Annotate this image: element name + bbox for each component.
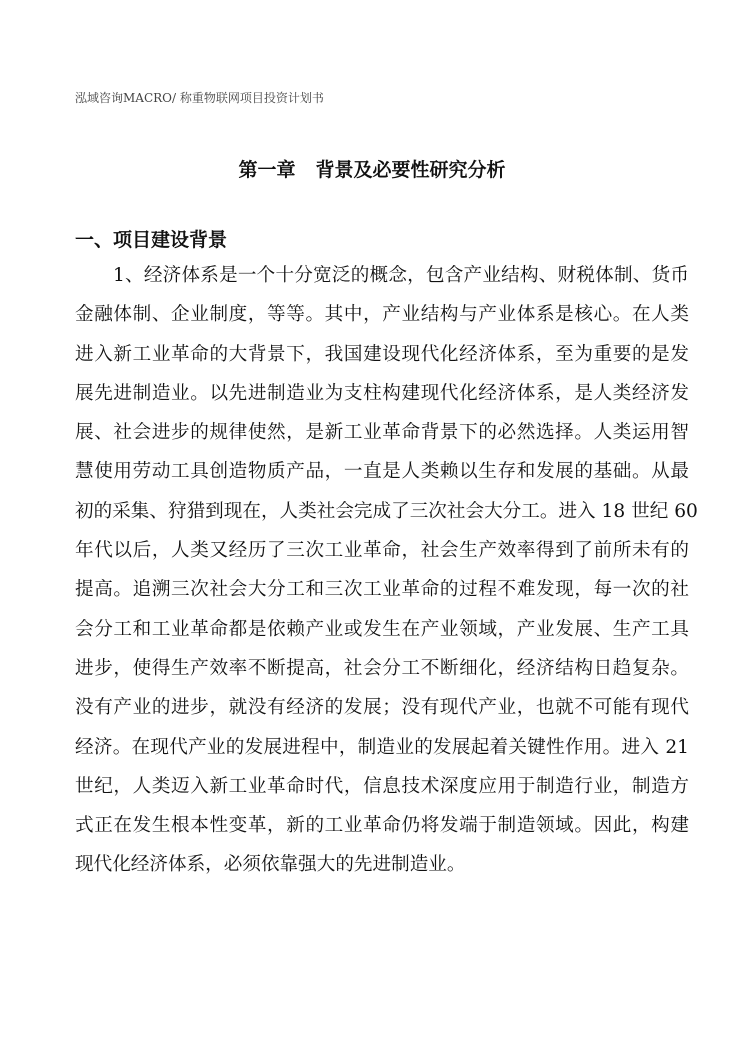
chapter-name: 背景及必要性研究分析 (315, 159, 506, 181)
chapter-title (0, 155, 744, 182)
paragraph-line: 进入新工业革命的大背景下，我国建设现代化经济体系，至为重要的是发 (75, 343, 689, 365)
chapter-number: 第一章 (238, 159, 296, 181)
paragraph-line: 会分工和工业革命都是依赖产业或发生在产业领域，产业发展、生产工具 (75, 618, 689, 640)
paragraph-line: 1、经济体系是一个十分宽泛的概念，包含产业结构、财税体制、货币 (113, 265, 689, 286)
paragraph-line: 世纪，人类迈入新工业革命时代，信息技术深度应用于制造行业，制造方 (75, 775, 689, 797)
paragraph-line: 经济。在现代产业的发展进程中，制造业的发展起着关键性作用。进入 21 (75, 736, 689, 758)
paragraph-line: 没有产业的进步，就没有经济的发展；没有现代产业，也就不可能有现代 (75, 697, 689, 719)
paragraph-line: 展先进制造业。以先进制造业为支柱构建现代化经济体系，是人类经济发 (75, 382, 689, 404)
paragraph-line: 展、社会进步的规律使然，是新工业革命背景下的必然选择。人类运用智 (75, 422, 689, 444)
paragraph-line: 式正在发生根本性变革，新的工业革命仍将发端于制造领域。因此，构建 (75, 815, 689, 837)
paragraph-line: 初的采集、狩猎到现在，人类社会完成了三次社会大分工。进入 18 世纪 60 (75, 500, 698, 522)
paragraph-line: 现代化经济体系，必须依靠强大的先进制造业。 (75, 854, 466, 876)
paragraph (75, 262, 698, 891)
paragraph-line: 提高。追溯三次社会大分工和三次工业革命的过程不难发现，每一次的社 (75, 579, 689, 601)
paragraph-line: 金融体制、企业制度，等等。其中，产业结构与产业体系是核心。在人类 (75, 304, 689, 326)
paragraph-line: 慧使用劳动工具创造物质产品，一直是人类赖以生存和发展的基础。从最 (75, 461, 689, 483)
section-heading: 一、项目建设背景 (75, 229, 228, 251)
paragraph-line: 年代以后，人类又经历了三次工业革命，社会生产效率得到了前所未有的 (75, 540, 689, 562)
running-header: 泓域咨询MACRO/ 称重物联网项目投资计划书 (75, 91, 324, 105)
paragraph-line: 进步，使得生产效率不断提高，社会分工不断细化，经济结构日趋复杂。 (75, 657, 689, 679)
